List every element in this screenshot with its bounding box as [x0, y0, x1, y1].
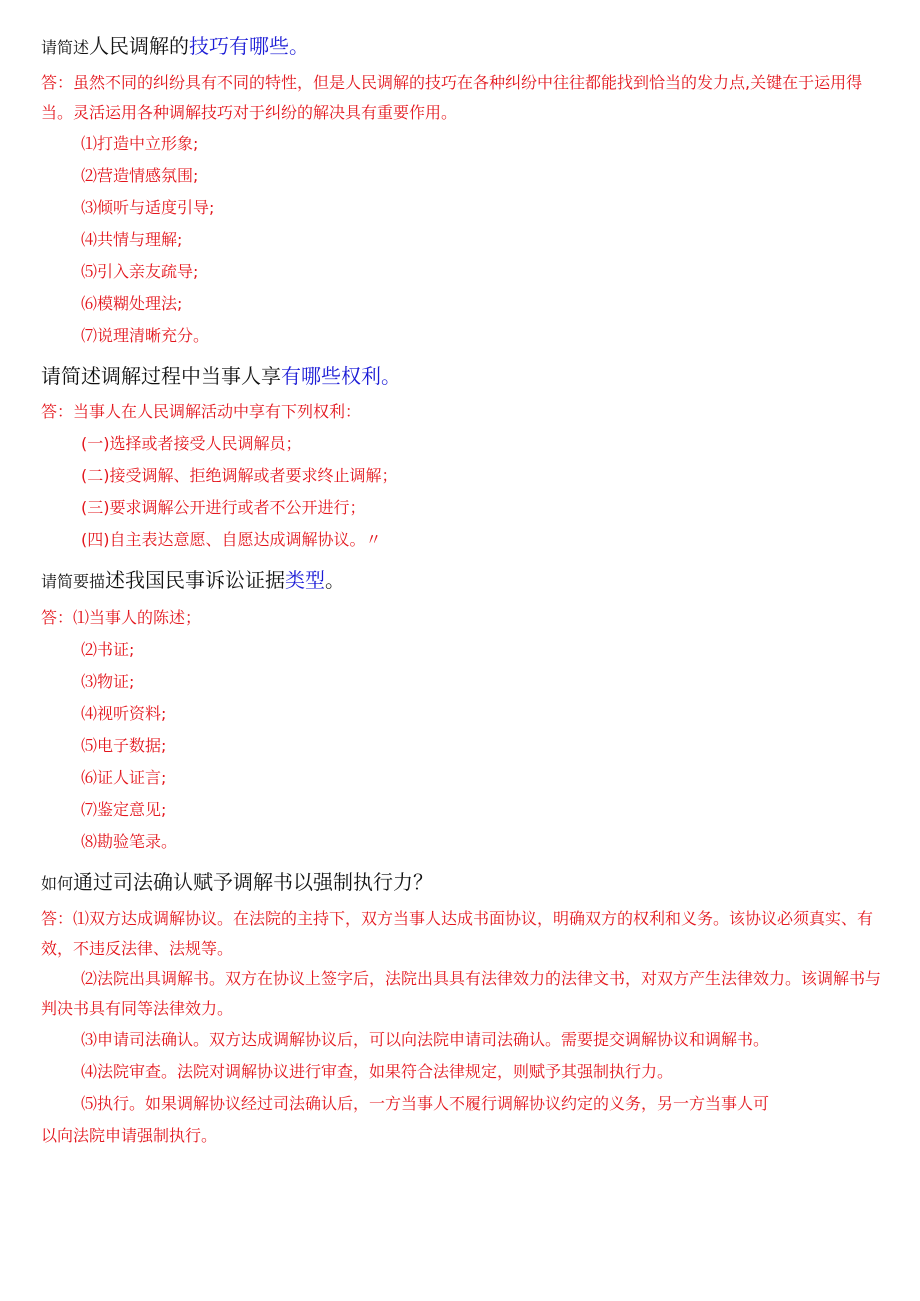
answer-intro: 答：虽然不同的纠纷具有不同的特性，但是人民调解的技巧在各种纠纷中往往都能找到恰当的发力点,关键在于运用得当。灵活运用各种调解技巧对于纠纷的解决具有重要作用。 [41, 73, 863, 122]
answer-intro: 答：⑴当事人的陈述； [41, 608, 202, 627]
list-item: ⑵书证; [81, 640, 135, 659]
section-judicial-confirmation [41, 866, 883, 1152]
answer-paragraph: ⑵法院出具调解书。双方在协议上签字后，法院出具具有法律效力的法律文书，对双方产生法律效力。该调解书与判决书具有同等法律效力。 [41, 969, 882, 1018]
section-mediation-skills [41, 30, 883, 352]
list-item: ⑴打造中立形象; [81, 134, 199, 153]
answer-paragraph: 以向法院申请强制执行。 [41, 1126, 218, 1145]
list-item: ⑻勘验笔录。 [81, 832, 178, 851]
list-item: ⑶物证; [81, 672, 135, 691]
list-item: (四)自主表达意愿、自愿达成调解协议。〃 [81, 530, 382, 549]
list-item: ⑷共情与理解; [81, 230, 183, 249]
answer-paragraph: 答：⑴双方达成调解协议。在法院的主持下，双方当事人达成书面协议，明确双方的权利和义务。该协议必须真实、有效，不违反法律、法规等。 [41, 909, 874, 958]
answer-block [41, 602, 883, 858]
list-item: ⑹证人证言; [81, 768, 167, 787]
question-heading: 请简述人民调解的技巧有哪些。 [41, 34, 310, 58]
answer-block [41, 904, 883, 1152]
list-item: ⑵营造情感氛围; [81, 166, 199, 185]
question-heading: 请简述调解过程中当事人享有哪些权利。 [41, 364, 401, 388]
list-item: (一)选择或者接受人民调解员； [81, 434, 302, 453]
section-evidence-types [41, 564, 883, 858]
section-party-rights [41, 360, 883, 556]
answer-block [41, 68, 883, 352]
document-page [41, 30, 883, 1160]
list-item: ⑸电子数据; [81, 736, 167, 755]
list-item: ⑺说理清晰充分。 [81, 326, 210, 345]
list-item: ⑸引入亲友疏导; [81, 262, 199, 281]
answer-paragraph: ⑶申请司法确认。双方达成调解协议后，可以向法院申请司法确认。需要提交调解协议和调解书。 [81, 1030, 770, 1049]
list-item: ⑷视听资料; [81, 704, 167, 723]
list-item: ⑺鉴定意见; [81, 800, 167, 819]
answer-paragraph: ⑸执行。如果调解协议经过司法确认后，一方当事人不履行调解协议约定的义务，另一方当事人可 [81, 1094, 770, 1113]
answer-block [41, 396, 883, 556]
question-heading: 如何通过司法确认赋予调解书以强制执行力？ [41, 870, 434, 894]
list-item: (三)要求调解公开进行或者不公开进行； [81, 498, 366, 517]
answer-paragraph: ⑷法院审查。法院对调解协议进行审查，如果符合法律规定，则赋予其强制执行力。 [81, 1062, 674, 1081]
question-heading: 请简要描述我国民事诉讼证据类型。 [41, 568, 346, 592]
answer-intro: 答：当事人在人民调解活动中享有下列权利： [41, 402, 362, 421]
list-item: ⑶倾听与适度引导; [81, 198, 215, 217]
list-item: ⑹模糊处理法; [81, 294, 183, 313]
list-item: (二)接受调解、拒绝调解或者要求终止调解； [81, 466, 398, 485]
